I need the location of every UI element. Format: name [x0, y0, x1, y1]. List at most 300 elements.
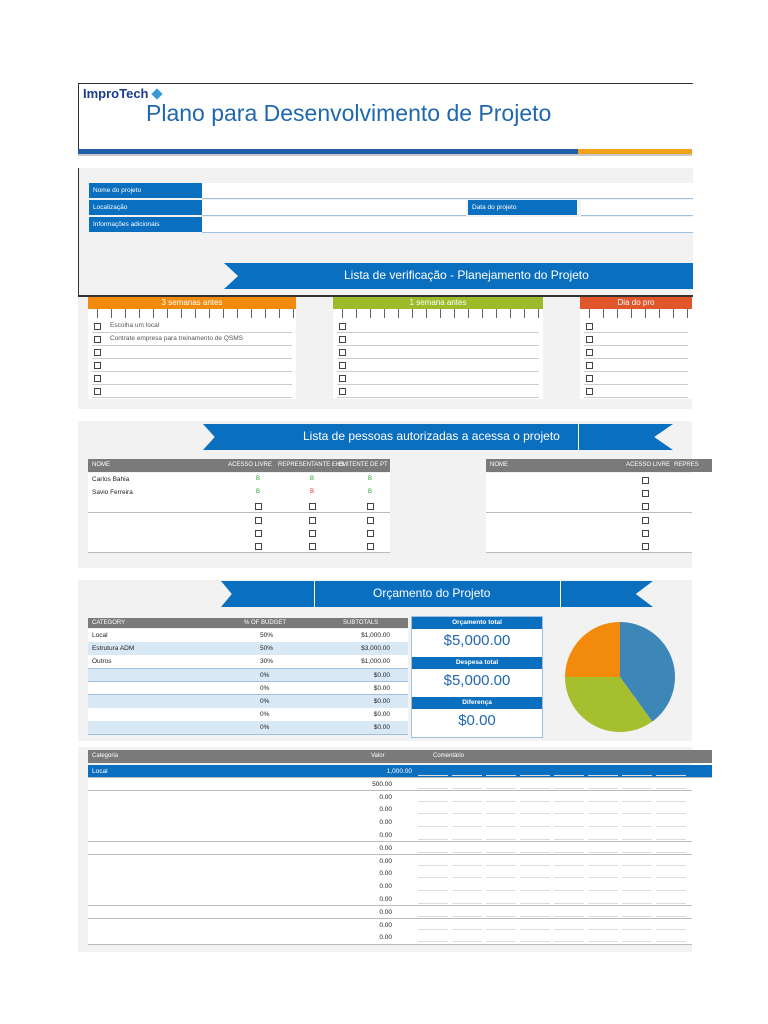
budget-row	[88, 682, 408, 696]
grid-divider	[588, 839, 618, 840]
logo-diamond-icon	[151, 88, 162, 99]
checklist-item	[92, 346, 292, 359]
grid-divider	[452, 916, 482, 917]
budget-section	[78, 580, 692, 741]
expenses-header	[88, 750, 712, 763]
grid-divider	[656, 852, 686, 853]
grid-divider	[656, 801, 686, 802]
expense-value: 0.00	[379, 934, 392, 942]
checkbox[interactable]	[367, 530, 374, 537]
grid-divider	[588, 852, 618, 853]
grid-divider	[452, 903, 482, 904]
additional-info-field[interactable]	[202, 217, 693, 233]
grid-divider	[486, 877, 516, 878]
expense-value: 0.00	[379, 921, 392, 929]
checklist-item	[92, 320, 292, 333]
binder-rings	[88, 309, 296, 318]
checklist-title: Lista de verificação - Planejamento do Projeto	[344, 268, 589, 282]
checkbox[interactable]	[255, 517, 262, 524]
budget-pct: 0%	[260, 684, 270, 692]
grid-divider	[486, 788, 516, 789]
grid-divider	[520, 890, 550, 891]
checkbox[interactable]	[586, 336, 593, 343]
grid-divider	[588, 941, 618, 942]
expenses-section	[78, 747, 692, 952]
grid-divider	[418, 903, 448, 904]
budget-row	[88, 629, 408, 643]
grid-divider	[452, 826, 482, 827]
summary-value: $0.00	[458, 712, 496, 729]
banner-divider	[578, 424, 579, 450]
expense-row	[88, 919, 692, 932]
grid-divider	[554, 801, 584, 802]
checkbox[interactable]	[94, 362, 101, 369]
grid-divider	[418, 788, 448, 789]
access-row-right	[486, 486, 692, 500]
grid-divider	[418, 852, 448, 853]
col-nome-right: NOME	[490, 462, 508, 468]
expense-row	[88, 803, 692, 816]
grid-divider	[486, 826, 516, 827]
grid-divider	[554, 941, 584, 942]
checkbox[interactable]	[255, 543, 262, 550]
grid-divider	[452, 801, 482, 802]
expense-value: 0.00	[379, 896, 392, 903]
banner-divider-2	[560, 581, 561, 607]
project-name-label: Nome do projeto	[89, 183, 202, 198]
grid-divider	[520, 877, 550, 878]
checklist-column	[333, 297, 543, 399]
expense-row	[88, 829, 692, 842]
expense-value: 0.00	[379, 883, 392, 891]
checklist-item	[337, 372, 539, 385]
grid-divider	[452, 775, 482, 776]
grid-divider	[520, 929, 550, 930]
budget-subtotal: $0.00	[373, 698, 390, 705]
grid-divider	[486, 801, 516, 802]
grid-divider	[622, 788, 652, 789]
checkbox[interactable]	[642, 543, 649, 550]
expense-value: 0.00	[379, 857, 392, 865]
col-representante-ehs: REPRESENTANTE EHS	[278, 462, 345, 468]
grid-divider	[656, 890, 686, 891]
grid-divider	[554, 877, 584, 878]
checklist-column-header: 1 semana antes	[333, 297, 543, 309]
location-field[interactable]	[202, 200, 466, 216]
grid-divider	[486, 890, 516, 891]
grid-divider	[656, 775, 686, 776]
grid-divider	[656, 813, 686, 814]
grid-divider	[520, 865, 550, 866]
checkbox[interactable]	[339, 375, 346, 382]
grid-divider	[622, 801, 652, 802]
expense-category: Local	[92, 768, 108, 775]
grid-divider	[486, 813, 516, 814]
grid-divider	[486, 839, 516, 840]
expense-value: 500.00	[372, 780, 392, 788]
checkbox[interactable]	[367, 517, 374, 524]
budget-pct: 0%	[260, 671, 270, 679]
grid-divider	[520, 775, 550, 776]
grid-divider	[418, 775, 448, 776]
grid-divider	[520, 813, 550, 814]
checkbox[interactable]	[309, 517, 316, 524]
grid-divider	[622, 916, 652, 917]
grid-divider	[452, 941, 482, 942]
grid-divider	[622, 826, 652, 827]
expense-value: 0.00	[379, 870, 392, 878]
grid-divider	[418, 916, 448, 917]
grid-divider	[656, 839, 686, 840]
checklist-item	[337, 346, 539, 359]
grid-divider	[588, 788, 618, 789]
expense-row	[88, 931, 692, 944]
grid-divider	[622, 929, 652, 930]
expense-value: 0.00	[379, 819, 392, 827]
budget-row	[88, 708, 408, 722]
expense-row	[88, 855, 692, 868]
checkbox[interactable]	[94, 336, 101, 343]
access-row-right	[486, 526, 692, 540]
grid-divider	[554, 865, 584, 866]
checkbox[interactable]	[339, 323, 346, 330]
grid-divider	[452, 852, 482, 853]
access-row-right	[486, 473, 692, 487]
grid-divider	[452, 890, 482, 891]
checkbox[interactable]	[642, 517, 649, 524]
grid-divider	[588, 929, 618, 930]
grid-divider	[622, 852, 652, 853]
budget-subtotal: $1,000.00	[361, 632, 390, 639]
checklist-item	[337, 333, 539, 346]
grid-divider	[622, 941, 652, 942]
access-left-header	[88, 459, 390, 472]
checkbox[interactable]	[339, 388, 346, 395]
checkbox[interactable]	[642, 530, 649, 537]
access-row-right	[486, 513, 692, 527]
grid-divider	[418, 826, 448, 827]
grid-divider	[452, 788, 482, 789]
budget-subtotal: $1,000.00	[361, 658, 390, 666]
grid-divider	[486, 775, 516, 776]
grid-divider	[418, 929, 448, 930]
budget-summary	[411, 616, 543, 738]
col-subtotals: SUBTOTALS	[343, 620, 379, 626]
grid-divider	[588, 890, 618, 891]
access-mark[interactable]: B	[310, 489, 315, 496]
project-date-field[interactable]	[581, 200, 693, 216]
access-name: Savio Ferreira	[92, 489, 133, 497]
grid-divider	[486, 865, 516, 866]
expense-value: 1,000.00	[386, 768, 412, 775]
logo-text: ImproTech	[83, 86, 149, 101]
budget-title: Orçamento do Projeto	[373, 586, 491, 600]
checkbox[interactable]	[339, 349, 346, 356]
grid-divider	[486, 916, 516, 917]
checklist-item-text: Contrate empresa para treinamento de QSMS	[110, 335, 243, 342]
grid-divider	[554, 826, 584, 827]
expense-row	[88, 880, 692, 893]
grid-divider	[656, 826, 686, 827]
budget-subtotal: $0.00	[373, 671, 390, 679]
checklist-item	[584, 346, 688, 359]
expense-row	[88, 765, 712, 778]
expense-row	[88, 893, 692, 906]
checklist-column-header: 3 semanas antes	[88, 297, 296, 309]
access-row	[88, 513, 390, 527]
budget-pct: 50%	[260, 645, 274, 653]
grid-divider	[452, 877, 482, 878]
grid-divider	[622, 813, 652, 814]
checkbox[interactable]	[586, 323, 593, 330]
grid-divider	[554, 839, 584, 840]
grid-divider	[588, 877, 618, 878]
checkbox[interactable]	[339, 336, 346, 343]
col-nome: NOME	[92, 462, 110, 468]
grid-divider	[622, 890, 652, 891]
grid-divider	[486, 929, 516, 930]
expense-row	[88, 778, 692, 791]
budget-row	[88, 695, 408, 709]
expense-value: 0.00	[379, 908, 392, 916]
checklist-item	[92, 372, 292, 385]
access-row	[88, 539, 390, 553]
checkbox[interactable]	[309, 530, 316, 537]
checklist-column	[88, 297, 296, 399]
col-acesso-livre-right: ACESSO LIVRE	[626, 462, 671, 468]
budget-subtotal: $3,000.00	[361, 645, 390, 653]
summary-label: Despesa total	[412, 657, 542, 669]
access-title: Lista de pessoas autorizadas a acessa o projeto	[303, 429, 560, 443]
grid-divider	[452, 865, 482, 866]
access-right-header	[486, 459, 712, 472]
grid-divider	[520, 788, 550, 789]
checklist-column-header: Dia do pro	[580, 297, 692, 309]
checklist-item	[92, 385, 292, 398]
access-mark[interactable]: B	[256, 476, 261, 482]
access-name: Carlos Bahia	[92, 476, 130, 483]
budget-pct: 0%	[260, 698, 270, 705]
budget-pct: 30%	[260, 658, 274, 666]
checkbox[interactable]	[642, 477, 649, 484]
additional-info-label: Informações adicionais	[89, 217, 202, 232]
grid-divider	[520, 852, 550, 853]
checklist-item	[584, 359, 688, 372]
summary-label: Diferença	[412, 697, 542, 709]
project-name-field[interactable]	[202, 183, 693, 199]
access-mark[interactable]: B	[368, 489, 373, 496]
grid-divider	[452, 929, 482, 930]
grid-divider	[622, 839, 652, 840]
grid-divider	[418, 877, 448, 878]
grid-divider	[656, 903, 686, 904]
col-pct-budget: % OF BUDGET	[244, 620, 287, 626]
grid-divider	[520, 801, 550, 802]
budget-subtotal: $0.00	[373, 684, 390, 692]
checkbox[interactable]	[309, 503, 316, 510]
col-emitente-pt: EMITENTE DE PT	[338, 462, 388, 468]
checkbox[interactable]	[255, 530, 262, 537]
budget-row	[88, 669, 408, 683]
budget-pct: 50%	[260, 632, 274, 639]
grid-divider	[486, 941, 516, 942]
access-row	[88, 499, 390, 513]
grid-divider	[656, 929, 686, 930]
checkbox[interactable]	[339, 362, 346, 369]
checklist-item	[92, 359, 292, 372]
checklist-item	[584, 320, 688, 333]
grid-divider	[554, 916, 584, 917]
grid-divider	[418, 890, 448, 891]
checklist-item-text: Escolha um local	[110, 322, 160, 329]
grid-divider	[656, 788, 686, 789]
budget-category: Estrutura ADM	[92, 645, 135, 653]
grid-divider	[486, 903, 516, 904]
col-comentario: Comentário	[433, 753, 465, 759]
grid-divider	[588, 916, 618, 917]
access-mark[interactable]: B	[256, 489, 261, 496]
project-info-section	[78, 168, 693, 298]
grid-divider	[554, 775, 584, 776]
grid-divider	[418, 941, 448, 942]
checklist-column	[580, 297, 692, 399]
expense-row	[88, 791, 692, 804]
grid-divider	[554, 929, 584, 930]
grid-divider	[418, 813, 448, 814]
grid-divider	[520, 839, 550, 840]
grid-divider	[520, 916, 550, 917]
checkbox[interactable]	[94, 375, 101, 382]
expense-row	[88, 867, 692, 880]
col-categoria: Categoria	[92, 753, 119, 759]
budget-row	[88, 655, 408, 669]
checklist-item	[337, 359, 539, 372]
col-category: CATEGORY	[92, 620, 126, 626]
grid-divider	[418, 801, 448, 802]
col-repres-right: REPRES	[674, 462, 699, 468]
budget-category: Local	[92, 632, 108, 639]
binder-rings	[333, 309, 543, 318]
checklist-section	[78, 297, 692, 409]
summary-value: $5,000.00	[443, 672, 511, 689]
location-label: Localização	[89, 200, 202, 215]
checkbox[interactable]	[586, 375, 593, 382]
grid-divider	[588, 801, 618, 802]
grid-divider	[656, 865, 686, 866]
grid-divider	[656, 916, 686, 917]
checkbox[interactable]	[94, 323, 101, 330]
checklist-item	[337, 385, 539, 398]
checkbox[interactable]	[586, 388, 593, 395]
budget-subtotal: $0.00	[373, 711, 390, 719]
grid-divider	[554, 788, 584, 789]
checklist-item	[337, 320, 539, 333]
grid-divider	[622, 877, 652, 878]
budget-row	[88, 642, 408, 656]
checkbox[interactable]	[586, 349, 593, 356]
page-title: Plano para Desenvolvimento de Projeto	[146, 100, 552, 126]
access-row-right	[486, 499, 692, 513]
access-mark[interactable]: B	[310, 476, 315, 482]
grid-divider	[656, 941, 686, 942]
expense-value: 0.00	[379, 806, 392, 814]
grid-divider	[588, 775, 618, 776]
grid-divider	[554, 813, 584, 814]
grid-divider	[486, 852, 516, 853]
budget-pie-chart	[564, 618, 676, 736]
budget-header	[88, 618, 408, 628]
checklist-item	[584, 385, 688, 398]
summary-label: Orçamento total	[412, 617, 542, 629]
grid-divider	[588, 813, 618, 814]
access-row	[88, 526, 390, 540]
access-row-right	[486, 539, 692, 553]
access-row	[88, 473, 390, 487]
grid-divider	[418, 839, 448, 840]
grid-divider	[656, 877, 686, 878]
grid-divider	[452, 839, 482, 840]
pie-slice-outros	[565, 622, 620, 677]
checklist-item	[584, 372, 688, 385]
grid-divider	[622, 775, 652, 776]
expense-value: 0.00	[379, 844, 392, 852]
budget-category: Outros	[92, 658, 112, 666]
project-date-label: Data do projeto	[468, 200, 577, 215]
grid-divider	[520, 903, 550, 904]
binder-rings	[580, 309, 692, 318]
access-section	[78, 421, 699, 568]
logo	[83, 86, 161, 101]
grid-divider	[588, 865, 618, 866]
grid-divider	[418, 865, 448, 866]
budget-row	[88, 721, 408, 735]
expense-row	[88, 842, 692, 855]
checkbox[interactable]	[367, 543, 374, 550]
checkbox[interactable]	[367, 503, 374, 510]
header-stripe-grey	[78, 154, 692, 156]
grid-divider	[554, 890, 584, 891]
expense-row	[88, 816, 692, 829]
header	[78, 83, 693, 150]
col-valor: Valor	[371, 753, 385, 759]
checkbox[interactable]	[94, 388, 101, 395]
grid-divider	[520, 826, 550, 827]
checklist-item	[584, 333, 688, 346]
access-row	[88, 486, 390, 500]
grid-divider	[452, 813, 482, 814]
expense-value: 0.00	[379, 832, 392, 839]
checkbox[interactable]	[642, 503, 649, 510]
budget-subtotal: $0.00	[373, 724, 390, 732]
grid-divider	[622, 903, 652, 904]
checkbox[interactable]	[642, 490, 649, 497]
grid-divider	[622, 865, 652, 866]
grid-divider	[554, 852, 584, 853]
checkbox[interactable]	[309, 543, 316, 550]
budget-pct: 0%	[260, 724, 270, 732]
col-acesso-livre: ACESSO LIVRE	[228, 462, 273, 468]
expense-value: 0.00	[379, 793, 392, 801]
budget-pct: 0%	[260, 711, 270, 719]
banner-divider-1	[314, 581, 315, 607]
access-mark[interactable]: B	[368, 476, 373, 482]
checkbox[interactable]	[255, 503, 262, 510]
checkbox[interactable]	[586, 362, 593, 369]
checkbox[interactable]	[94, 349, 101, 356]
grid-divider	[588, 826, 618, 827]
checklist-item	[92, 333, 292, 346]
expense-row	[88, 906, 692, 919]
